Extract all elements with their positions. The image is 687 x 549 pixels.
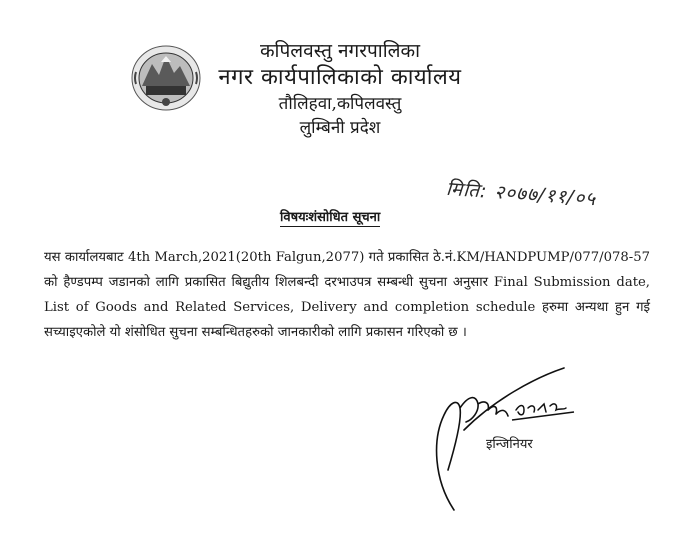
province-name: लुम्बिनी प्रदेश <box>299 118 381 138</box>
office-header <box>200 38 480 140</box>
handwritten-date: मिति: २०७७/११/०५ <box>445 177 597 211</box>
office-address: तौलिहवा,कपिलवस्तु <box>278 94 402 114</box>
subject-heading: विषयःशंसोधित सूचना <box>280 207 380 227</box>
notice-body: यस कार्यालयबाट 4th March,2021(20th Falgun,2077) गते प्रकासित ठे.नं.KM/HANDPUMP/077/078-57 को हैण्डपम्प जडानको लागि प्रकासित बिद्युतीय शिलबन्दी दरभाउपत्र सम्बन्धी सुचना अनुसार Final Submission date, List of Goods and Related Services, Delivery and completion schedule हरुमा अन्यथा हुन गई सच्याइएकोले यो शंसोधित सुचना सम्बन्धितहरुको जानकारीको लागि प्रकासन गरिएको छ । <box>44 250 650 340</box>
government-emblem-icon <box>128 42 204 114</box>
municipality-name: कपिलवस्तु नगरपालिका <box>259 40 421 62</box>
office-name: नगर कार्यपालिकाको कार्यालय <box>218 65 462 90</box>
signatory-designation: इन्जिनियर <box>486 437 533 452</box>
